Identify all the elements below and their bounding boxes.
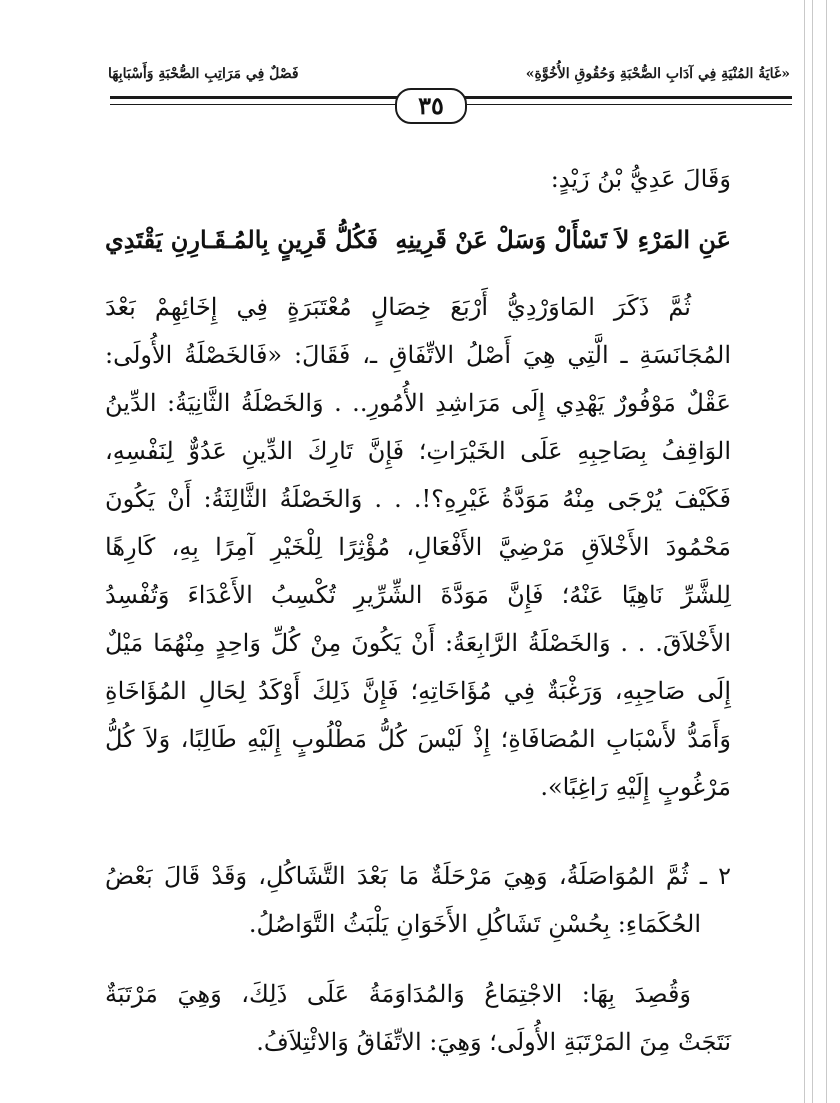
page-number: ٣٥ <box>395 88 467 124</box>
paragraph-line: وَقُصِدَ بِهَا: الاجْتِمَاعُ وَالمُدَاوَمَةُ عَلَى ذَلِكَ، وَهِيَ مَرْتَبَةٌ <box>105 980 691 1008</box>
paragraph-mawardi <box>105 283 731 811</box>
paragraph-line: وَأَمَدُّ لأَسْبَابِ المُصَافَاةِ؛ إِذْ لَيْسَ كُلُّ مَطْلُوبٍ إِلَيْهِ طَالِبًا، وَلاَ كُلُّ <box>105 725 731 753</box>
verse-first-hemistich: عَنِ المَرْءِ لاَ تَسْأَلْ وَسَلْ عَنْ قَرِينِهِ <box>395 225 731 254</box>
paragraph-line: الحُكَمَاءِ: بِحُسْنِ تَشَاكُلِ الأَخَوَانِ يَلْبَثُ التَّوَاصُلُ. <box>248 910 701 938</box>
paragraph-line: ثُمَّ ذَكَرَ المَاوَرْدِيُّ أَرْبَعَ خِصَالٍ مُعْتَبَرَةٍ فِي إِخَائِهِمْ بَعْدَ <box>105 293 691 321</box>
paragraph-line: ٢ ـ ثُمَّ المُوَاصَلَةُ، وَهِيَ مَرْحَلَةٌ مَا بَعْدَ التَّشَاكُلِ، وَقَدْ قَالَ بَعْضُ <box>105 862 731 890</box>
paragraph-line: فَكَيْفَ يُرْجَى مِنْهُ مَوَدَّةُ غَيْرِهِ؟!. . . وَالخَصْلَةُ الثَّالِثَةُ: أَنْ يَكُونَ <box>105 485 731 513</box>
paragraph-explanation <box>105 970 731 1066</box>
running-header-book-title: «غَايَةُ المُنْيَةِ فِي آدَابِ الصُّحْبَةِ وَحُقُوقِ الأُخُوَّةِ» <box>525 66 790 82</box>
paragraph-line: مَرْغُوبٍ إِلَيْهِ رَاغِبًا». <box>540 773 731 801</box>
paragraph-line: لِلشَّرِّ نَاهِيًا عَنْهُ؛ فَإِنَّ مَوَدَّةَ الشِّرِّيرِ تُكْسِبُ الأَعْدَاءَ وَتُفْسِدُ <box>105 581 731 609</box>
page-edge-line <box>826 0 827 1103</box>
paragraph-line: المُجَانَسَةِ ـ الَّتِي هِيَ أَصْلُ الاتِّفَاقِ ـ، فَقَالَ: «فَالخَصْلَةُ الأُولَى: <box>105 341 732 369</box>
paragraph-line: عَقْلٌ مَوْفُورٌ يَهْدِي إِلَى مَرَاشِدِ الأُمُورِ.. . وَالخَصْلَةُ الثَّانِيَةُ: الدِّينُ <box>105 389 731 417</box>
verse-second-hemistich: فَكُلُّ قَرِينٍ بِالمُـقَـارِنِ يَقْتَدِي <box>105 225 378 254</box>
paragraph-line: الأَخْلاَقَ. . . وَالخَصْلَةُ الرَّابِعَةُ: أَنْ يَكُونَ مِنْ كُلِّ وَاحِدٍ مِنْهُمَا مَيْلٌ <box>105 629 731 657</box>
poem-verse <box>105 225 731 273</box>
paragraph-line: مَحْمُودَ الأَخْلاَقِ مَرْضِيَّ الأَفْعَالِ، مُؤْثِرًا لِلْخَيْرِ آمِرًا بِهِ، كَارِهًا <box>105 533 731 561</box>
intro-line <box>105 155 731 203</box>
page-edge-line <box>804 0 805 1103</box>
paragraph-line: الوَاقِفُ بِصَاحِبِهِ عَلَى الخَيْرَاتِ؛ فَإِنَّ تَارِكَ الدِّينِ عَدُوٌّ لِنَفْسِهِ، <box>105 437 731 465</box>
paragraph-item-2 <box>105 852 731 948</box>
running-header-chapter-title: فَصْلٌ فِي مَرَاتِبِ الصُّحْبَةِ وَأَسْبَابِهَا <box>108 66 299 82</box>
intro-text: وَقَالَ عَدِيُّ بْنُ زَيْدٍ: <box>550 165 731 193</box>
paragraph-line: إِلَى صَاحِبِهِ، وَرَغْبَةٌ فِي مُؤَاخَاتِهِ؛ فَإِنَّ ذَلِكَ أَوْكَدُ لِحَالِ المُؤَاخَاةِ <box>105 677 731 705</box>
paragraph-line: نَتَجَتْ مِنَ المَرْتَبَةِ الأُولَى؛ وَهِيَ: الاتِّفَاقُ وَالائْتِلاَفُ. <box>256 1028 731 1056</box>
page-edge-line <box>812 0 813 1103</box>
